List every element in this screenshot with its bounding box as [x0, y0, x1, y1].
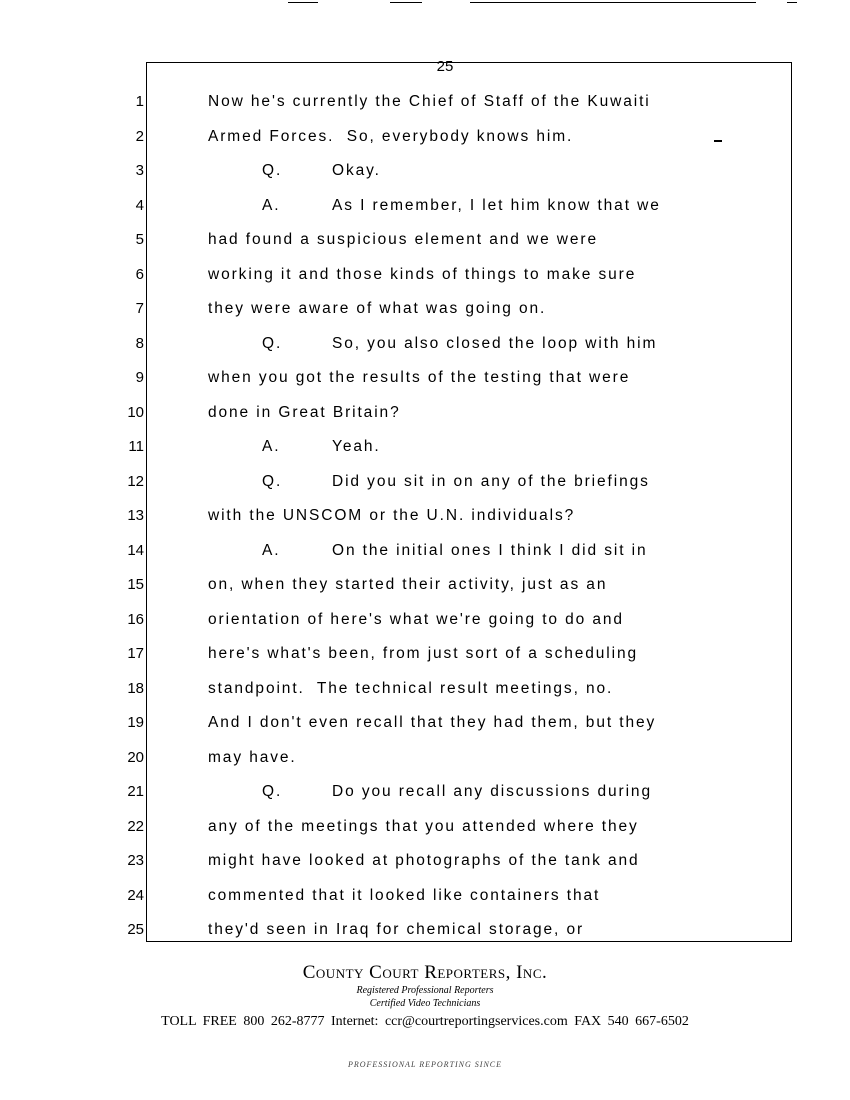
line-number: 25 [127, 921, 144, 938]
transcript-line: orientation of here's what we're going to do and [208, 610, 624, 628]
speaker-marker: A. [262, 541, 281, 559]
transcript-line: done in Great Britain? [208, 403, 401, 421]
line-text: So, you also closed the loop with him [332, 334, 658, 352]
line-number: 14 [127, 541, 144, 559]
line-number: 21 [127, 783, 144, 800]
line-number: 5 [135, 231, 144, 248]
firm-tagline-2: Certified Video Technicians [369, 998, 481, 1009]
line-number: 16 [127, 610, 144, 628]
firm-name: County Court Reporters, Inc. [302, 962, 548, 983]
line-number: 1 [135, 93, 144, 110]
line-number: 9 [135, 369, 144, 386]
line-number: 10 [127, 403, 144, 421]
line-number: 11 [128, 438, 144, 455]
transcript-line: might have looked at photographs of the tank and [208, 852, 640, 869]
line-number: 13 [127, 507, 144, 524]
speaker-marker: A. [262, 438, 281, 455]
speaker-marker: Q. [262, 334, 283, 352]
scan-artifact-line [390, 2, 422, 3]
transcript-line: they were aware of what was going on. [208, 300, 547, 317]
scan-artifact-line [787, 2, 797, 3]
line-number: 15 [127, 576, 144, 593]
firm-since: PROFESSIONAL REPORTING SINCE [347, 1060, 503, 1069]
transcript-line: any of the meetings that you attended where they [208, 817, 639, 835]
firm-tagline-1: Registered Professional Reporters [356, 985, 494, 996]
transcript-frame [146, 62, 792, 942]
speaker-marker: A. [262, 196, 281, 214]
line-text: Did you sit in on any of the briefings [332, 472, 650, 490]
line-number: 2 [135, 127, 144, 145]
transcript-line: had found a suspicious element and we were [208, 231, 598, 248]
transcript-line: Armed Forces. So, everybody knows him. [208, 127, 574, 145]
transcript-line: may have. [208, 748, 297, 766]
line-number: 20 [127, 748, 144, 766]
line-text: Yeah. [332, 438, 381, 455]
line-number: 3 [135, 162, 144, 179]
line-number: 22 [127, 817, 144, 835]
line-text: On the initial ones I think I did sit in [332, 541, 648, 559]
line-number: 12 [127, 472, 144, 490]
speaker-marker: Q. [262, 472, 283, 490]
line-number: 23 [127, 852, 144, 869]
line-number: 19 [127, 714, 144, 731]
transcript-line: working it and those kinds of things to make sure [208, 265, 637, 283]
speaker-marker: Q. [262, 162, 283, 179]
line-number: 8 [135, 334, 144, 352]
scan-artifact-line [470, 2, 756, 3]
scan-mark [714, 140, 722, 142]
line-text: Do you recall any discussions during [332, 783, 652, 800]
scan-artifact-line [288, 2, 318, 3]
line-number: 18 [127, 679, 144, 697]
transcript-line: on, when they started their activity, just as an [208, 576, 608, 593]
transcript-line: And I don't even recall that they had them, but they [208, 714, 657, 731]
transcript-line: standpoint. The technical result meetings, no. [208, 679, 614, 697]
line-text: As I remember, I let him know that we [332, 196, 661, 214]
transcript-line: with the UNSCOM or the U.N. individuals? [208, 507, 576, 524]
line-number: 24 [127, 886, 144, 904]
line-number: 7 [135, 300, 144, 317]
transcript-line: Now he's currently the Chief of Staff of the Kuwaiti [208, 93, 651, 110]
transcript-line: when you got the results of the testing that were [208, 369, 631, 386]
page-number: 25 [436, 58, 454, 75]
line-number: 17 [127, 645, 144, 662]
line-text: Okay. [332, 162, 381, 179]
speaker-marker: Q. [262, 783, 283, 800]
line-number: 6 [135, 265, 144, 283]
line-number: 4 [135, 196, 144, 214]
transcript-line: here's what's been, from just sort of a scheduling [208, 645, 639, 662]
footer [0, 962, 850, 1069]
firm-contact: TOLL FREE 800 262-8777 Internet: ccr@courtreportingservices.com FAX 540 667-6502 [161, 1014, 689, 1029]
transcript-line: commented that it looked like containers that [208, 886, 601, 904]
transcript-line: they'd seen in Iraq for chemical storage, or [208, 921, 585, 938]
